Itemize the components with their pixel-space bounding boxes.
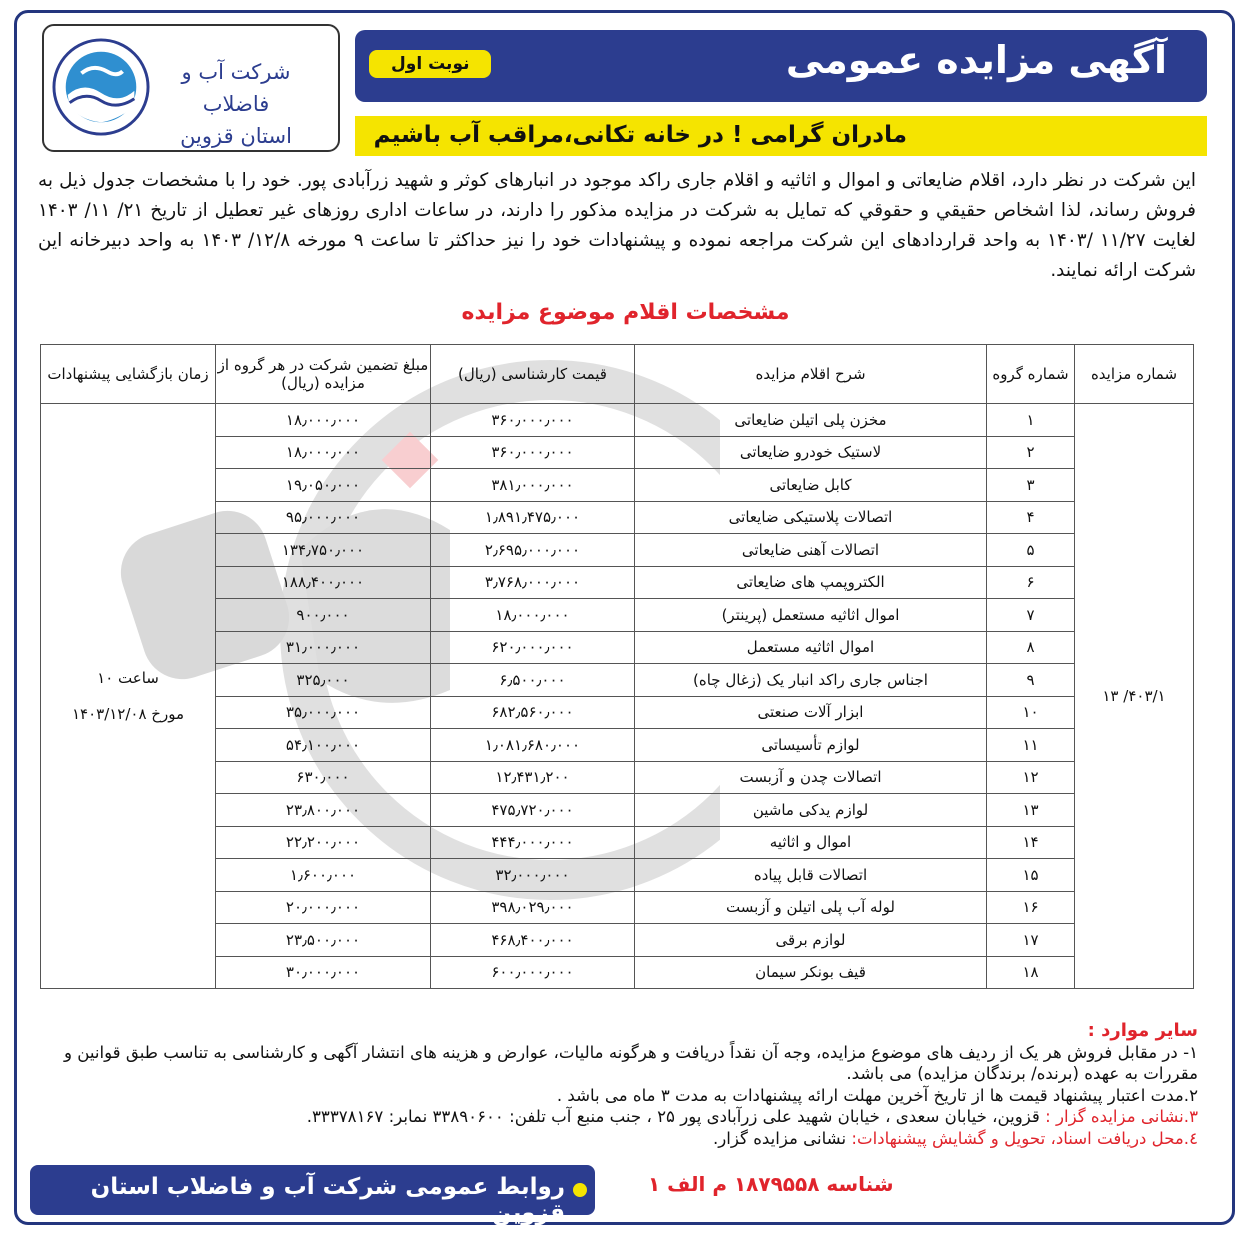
- description-cell: مخزن پلی اتیلن ضایعاتی: [635, 404, 987, 437]
- company-name-line2: استان قزوین: [180, 124, 292, 148]
- group-number-cell: ۱۴: [987, 826, 1075, 859]
- note-1: ۱- در مقابل فروش هر یک از ردیف های موضوع مزایده، وجه آن نقداً دریافت و هرگونه مالیات، عوارض و هزینه های انتشار آگهی و کارشناسی به تناسب طبق قوانین و مقررات به عهده (برنده/ برندگان مزایده) می باشد.: [63, 1042, 1198, 1083]
- header-deposit: مبلغ تضمین شرکت در هر گروه از مزایده (ریال): [216, 345, 431, 404]
- title-banner: [355, 30, 1207, 102]
- note-3-text: قزوین، خیابان سعدی ، خیابان شهید علی زرآبادی پور ۲۵ ، جنب منبع آب تلفن: ۳۳۸۹۰۶۰۰ نمابر: ۳۳۳۷۸۱۶۷.: [306, 1107, 1046, 1126]
- notes-title: سایر موارد :: [1087, 1020, 1198, 1041]
- deposit-cell: ۲۳٫۸۰۰٫۰۰۰: [216, 794, 431, 827]
- deposit-cell: ۲۰٫۰۰۰٫۰۰۰: [216, 891, 431, 924]
- note-4-label: ٤.محل دریافت اسناد، تحویل و گشایش پیشنهادات:: [851, 1128, 1198, 1148]
- header-group-number: شماره گروه: [987, 345, 1075, 404]
- header-opening-time: زمان بازگشایی پیشنهادات: [41, 345, 216, 404]
- deposit-cell: ۵۴٫۱۰۰٫۰۰۰: [216, 729, 431, 762]
- expert-price-cell: ۳۶۰٫۰۰۰٫۰۰۰: [431, 436, 635, 469]
- opening-time-date: مورخ ۱۴۰۳/۱۲/۰۸: [71, 705, 185, 723]
- group-number-cell: ۵: [987, 534, 1075, 567]
- expert-price-cell: ۶۰۰٫۰۰۰٫۰۰۰: [431, 956, 635, 989]
- header-auction-number: شماره مزایده: [1075, 345, 1194, 404]
- description-cell: اتصالات آهنی ضایعاتی: [635, 534, 987, 567]
- company-name: [146, 56, 326, 152]
- group-number-cell: ۱۷: [987, 924, 1075, 957]
- expert-price-cell: ۶۲۰٫۰۰۰٫۰۰۰: [431, 631, 635, 664]
- expert-price-cell: ۴۴۴٫۰۰۰٫۰۰۰: [431, 826, 635, 859]
- deposit-cell: ۳۵٫۰۰۰٫۰۰۰: [216, 696, 431, 729]
- expert-price-cell: ۱۸٫۰۰۰٫۰۰۰: [431, 599, 635, 632]
- group-number-cell: ۱۰: [987, 696, 1075, 729]
- expert-price-cell: ۲٫۶۹۵٫۰۰۰٫۰۰۰: [431, 534, 635, 567]
- expert-price-cell: ۱٫۰۸۱٫۶۸۰٫۰۰۰: [431, 729, 635, 762]
- description-cell: لوازم یدکی ماشین: [635, 794, 987, 827]
- group-number-cell: ۱۲: [987, 761, 1075, 794]
- intro-paragraph: این شرکت در نظر دارد، اقلام ضایعاتی و اموال و اثاثیه و اقلام جاری راکد موجود در انبارهای کوثر و شهید زرآبادی پور. خود را با مشخصات جدول ذیل به فروش رساند، لذا اشخاص حقیقي و حقوقي که تمایل به شرکت در مزایده مذکور را دارند، در ساعات اداری روزهای غیر تعطیل از تاریخ ۲۱/ ۱۱/ ۱۴۰۳ لغایت ۱۱/۲۷ /۱۴۰۳ به واحد قراردادهای این شرکت مراجعه نموده و پیشنهادات خود را نیز حداکثر تا ساعت ۹ مورخه ۱۲/۸/ ۱۴۰۳ به واحد دبیرخانه این شرکت ارائه نمایند.: [38, 170, 1197, 281]
- deposit-cell: ۱۸٫۰۰۰٫۰۰۰: [216, 404, 431, 437]
- deposit-cell: ۱۸٫۰۰۰٫۰۰۰: [216, 436, 431, 469]
- deposit-cell: ۱۹٫۰۵۰٫۰۰۰: [216, 469, 431, 502]
- note-3: [48, 1106, 1198, 1128]
- group-number-cell: ۱۶: [987, 891, 1075, 924]
- slogan-text: مادران گرامی ! در خانه تکانی،مراقب آب باشیم: [373, 122, 907, 148]
- deposit-cell: ۱۸۸٫۴۰۰٫۰۰۰: [216, 566, 431, 599]
- table-row: [41, 404, 1194, 437]
- description-cell: لوله آب پلی اتیلن و آزبست: [635, 891, 987, 924]
- description-cell: اموال اثاثیه مستعمل: [635, 631, 987, 664]
- description-cell: کابل ضایعاتی: [635, 469, 987, 502]
- deposit-cell: ۲۲٫۲۰۰٫۰۰۰: [216, 826, 431, 859]
- expert-price-cell: ۴۷۵٫۷۲۰٫۰۰۰: [431, 794, 635, 827]
- group-number-cell: ۹: [987, 664, 1075, 697]
- footer-banner: [30, 1165, 595, 1226]
- expert-price-cell: ۶۸۲٫۵۶۰٫۰۰۰: [431, 696, 635, 729]
- group-number-cell: ۴: [987, 501, 1075, 534]
- description-cell: قیف بونکر سیمان: [635, 956, 987, 989]
- expert-price-cell: ۱٫۸۹۱٫۴۷۵٫۰۰۰: [431, 501, 635, 534]
- group-number-cell: ۱۳: [987, 794, 1075, 827]
- group-number-cell: ۱۱: [987, 729, 1075, 762]
- expert-price-cell: ۳٫۷۶۸٫۰۰۰٫۰۰۰: [431, 566, 635, 599]
- company-name-line1: شرکت آب و فاضلاب: [181, 60, 291, 116]
- expert-price-cell: ۳۲٫۰۰۰٫۰۰۰: [431, 859, 635, 892]
- description-cell: اتصالات پلاستیکی ضایعاتی: [635, 501, 987, 534]
- note-3-label: ۳.نشانی مزایده گزار :: [1045, 1107, 1198, 1126]
- water-company-logo-icon: [52, 38, 150, 136]
- deposit-cell: ۱٫۶۰۰٫۰۰۰: [216, 859, 431, 892]
- serial-number: شناسه ۱۸۷۹۵۵۸ م الف ۱: [648, 1172, 894, 1196]
- section-title: مشخصات اقلام موضوع مزایده: [461, 300, 790, 325]
- header-expert-price: قیمت کارشناسی (ریال): [431, 345, 635, 404]
- deposit-cell: ۲۳٫۵۰۰٫۰۰۰: [216, 924, 431, 957]
- description-cell: لوازم تأسیساتی: [635, 729, 987, 762]
- description-cell: الکتروپمپ های ضایعاتی: [635, 566, 987, 599]
- deposit-cell: ۳۰٫۰۰۰٫۰۰۰: [216, 956, 431, 989]
- slogan-banner: [355, 116, 1207, 156]
- note-4: [48, 1128, 1198, 1150]
- company-logo-box: [42, 24, 340, 152]
- other-notes: [48, 1020, 1198, 1149]
- group-number-cell: ۲: [987, 436, 1075, 469]
- bullet-dot-icon: [573, 1183, 587, 1197]
- description-cell: لاستیک خودرو ضایعاتی: [635, 436, 987, 469]
- auction-items-table: [40, 344, 1194, 989]
- auction-number-cell: ۴۰۳/۱/ ۱۳: [1075, 404, 1194, 989]
- table-header-row: [41, 345, 1194, 404]
- deposit-cell: ۳۲۵٫۰۰۰: [216, 664, 431, 697]
- description-cell: اتصالات چدن و آزبست: [635, 761, 987, 794]
- deposit-cell: ۹۵٫۰۰۰٫۰۰۰: [216, 501, 431, 534]
- expert-price-cell: ۶٫۵۰۰٫۰۰۰: [431, 664, 635, 697]
- header-description: شرح اقلام مزایده: [635, 345, 987, 404]
- opening-time-hour: ساعت ۱۰: [97, 669, 159, 687]
- description-cell: اموال اثاثیه مستعمل (پرینتر): [635, 599, 987, 632]
- expert-price-cell: ۴۶۸٫۴۰۰٫۰۰۰: [431, 924, 635, 957]
- group-number-cell: ۱۵: [987, 859, 1075, 892]
- expert-price-cell: ۳۶۰٫۰۰۰٫۰۰۰: [431, 404, 635, 437]
- description-cell: ابزار آلات صنعتی: [635, 696, 987, 729]
- expert-price-cell: ۳۸۱٫۰۰۰٫۰۰۰: [431, 469, 635, 502]
- footer-department: روابط عمومی شرکت آب و فاضلاب استان قزوین: [90, 1174, 565, 1226]
- note-4-text: نشانی مزایده گزار.: [712, 1128, 852, 1148]
- deposit-cell: ۳۱٫۰۰۰٫۰۰۰: [216, 631, 431, 664]
- description-cell: اتصالات قابل پیاده: [635, 859, 987, 892]
- round-badge: نوبت اول: [369, 50, 491, 78]
- expert-price-cell: ۱۲٫۴۳۱٫۲۰۰: [431, 761, 635, 794]
- group-number-cell: ۶: [987, 566, 1075, 599]
- group-number-cell: ۱: [987, 404, 1075, 437]
- description-cell: لوازم برقی: [635, 924, 987, 957]
- deposit-cell: ۶۳۰٫۰۰۰: [216, 761, 431, 794]
- opening-time-cell: [41, 404, 216, 989]
- table-body: [41, 404, 1194, 989]
- description-cell: اموال و اثاثیه: [635, 826, 987, 859]
- deposit-cell: ۹۰۰٫۰۰۰: [216, 599, 431, 632]
- group-number-cell: ۷: [987, 599, 1075, 632]
- group-number-cell: ۳: [987, 469, 1075, 502]
- expert-price-cell: ۳۹۸٫۰۲۹٫۰۰۰: [431, 891, 635, 924]
- note-2: ۲.مدت اعتبار پیشنهاد قیمت ها از تاریخ آخرین مهلت ارائه پیشنهادات به مدت ۳ ماه می باشد .: [556, 1085, 1198, 1105]
- page-title: آگهی مزایده عمومی: [785, 38, 1167, 82]
- description-cell: اجناس جاری راکد انبار یک (زغال چاه): [635, 664, 987, 697]
- group-number-cell: ۱۸: [987, 956, 1075, 989]
- group-number-cell: ۸: [987, 631, 1075, 664]
- deposit-cell: ۱۳۴٫۷۵۰٫۰۰۰: [216, 534, 431, 567]
